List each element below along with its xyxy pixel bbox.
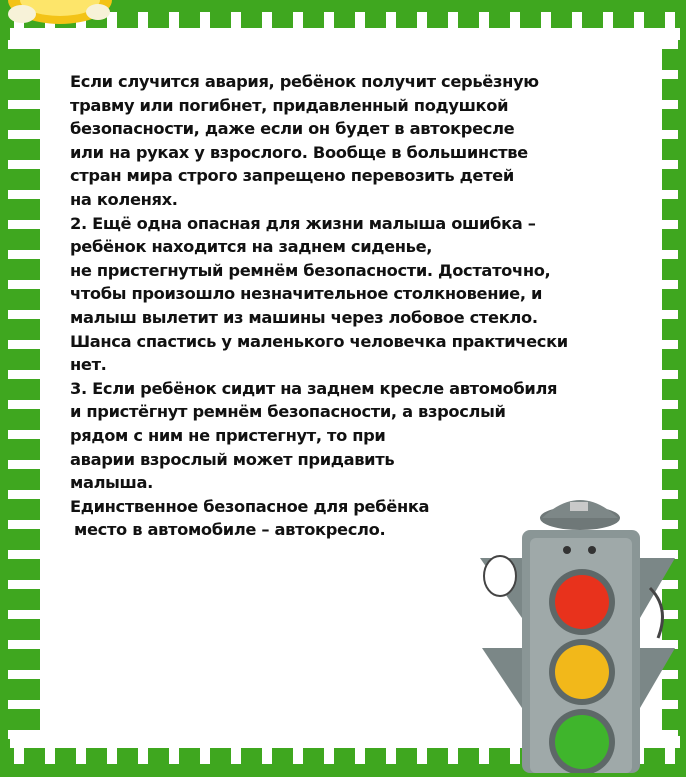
text-line: рядом с ним не пристегнут, то при [70, 425, 386, 445]
text-line: безопасности, даже если он будет в автокресле [70, 119, 515, 139]
article-text [70, 70, 618, 542]
text-line: малыша. [70, 473, 153, 493]
traffic-light-mascot-icon [470, 488, 680, 773]
text-line: 2. Ещё одна опасная для жизни малыша ошибка – [70, 213, 536, 233]
text-line: нет. [70, 355, 107, 375]
text-line: ребёнок находится на заднем сиденье, [70, 237, 433, 257]
text-line: или на руках у взрослого. Вообще в большинстве [70, 142, 528, 162]
text-line: аварии взрослый может придавить [70, 449, 395, 469]
sun-icon [0, 0, 130, 28]
text-line: Шанса спастись у маленького человечка практически [70, 331, 568, 351]
text-line: 3. Если ребёнок сидит на заднем кресле автомобиля [70, 378, 558, 398]
text-line: не пристегнутый ремнём безопасности. Достаточно, [70, 260, 551, 280]
text-line: Если случится авария, ребёнок получит серьёзную [70, 72, 539, 91]
text-line: на коленях. [70, 189, 178, 209]
text-line: стран мира строго запрещено перевозить детей [70, 166, 514, 186]
text-line: малыш вылетит из машины через лобовое стекло. [70, 307, 538, 327]
text-line: травму или погибнет, придавленный подушкой [70, 95, 509, 115]
text-line: место в автомобиле – автокресло. [74, 520, 386, 540]
ruler-tick [40, 38, 58, 738]
text-line: Единственное безопасное для ребёнка [70, 496, 430, 516]
text-line: чтобы произошло незначительное столкновение, и [70, 284, 543, 304]
text-line: и пристёгнут ремнём безопасности, а взрослый [70, 402, 506, 422]
